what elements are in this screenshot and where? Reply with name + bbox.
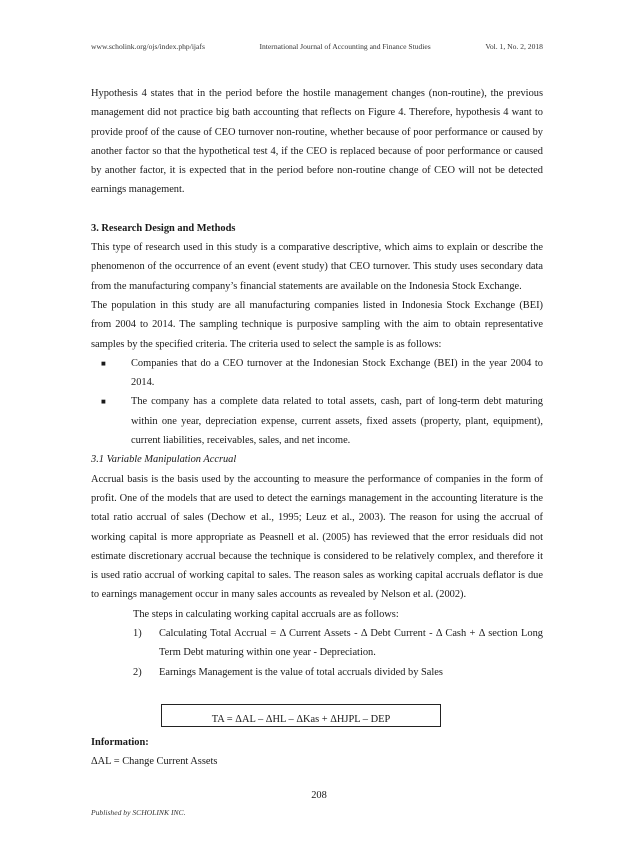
page-number: 208: [311, 790, 327, 801]
journal-url: www.scholink.org/ojs/index.php/ijafs: [91, 42, 205, 51]
steps-list: [91, 624, 543, 682]
formula-text: TA = ΔAL – ΔHL – ΔKas + ΔHJPL – DEP: [211, 713, 391, 725]
list-item: [91, 624, 543, 663]
subsection-heading: 3.1 Variable Manipulation Accrual: [91, 454, 237, 466]
square-bullet-icon: ■: [101, 358, 106, 368]
information-line: ΔAL = Change Current Assets: [91, 756, 218, 768]
section-heading: 3. Research Design and Methods: [91, 222, 236, 234]
square-bullet-icon: ■: [101, 397, 106, 407]
journal-name: International Journal of Accounting and Finance Studies: [259, 42, 431, 51]
journal-volume: Vol. 1, No. 2, 2018: [485, 42, 543, 51]
running-header: [91, 42, 543, 51]
list-item: [91, 663, 543, 682]
list-item-text: The company has a complete data related to total assets, cash, part of long-term debt maturing within one year, depreciation expense, current assets, fixed assets (property, plant, equipment), current liabilities, receivables, sales, and net income.: [131, 396, 543, 447]
paragraph-gap: [91, 200, 543, 219]
step-text: Earnings Management is the value of total accruals divided by Sales: [159, 666, 443, 678]
formula-box: [161, 704, 441, 727]
steps-intro: The steps in calculating working capital accruals are as follows:: [133, 608, 399, 620]
information-heading: Information:: [91, 736, 149, 748]
hypothesis-paragraph: Hypothesis 4 states that in the period before the hostile management changes (non-routine), the previous management did not practice big bath accounting that reflects on Figure 4. Therefore, hypothesis 4 want to provide proof of the cause of CEO turnover non-routine, whether because of poor performance or caused by another factor so that the hypothetical test 4, if the CEO is replaced because of poor performance or caused by another factor, it is expected that in the period before non-routine change of CEO will not be detected earnings management.: [91, 88, 543, 196]
step-number: 1): [133, 628, 142, 640]
page-body: [91, 84, 543, 772]
accrual-paragraph: Accrual basis is the basis used by the accounting to measure the performance of companies in the form of profit. One of the models that are used to detect the earnings management in the accounting literature is the total ratio accrual of sales (Dechow et al., 1995; Leuz et al., 2003). The reason for using the accrual of working capital is more appropriate as Peasnell et al. (2005) has reviewed that the error residuals did not estimate discretionary accrual because the technique is considered to be relatively complex, and therefore it is used ratio accrual of working capital to sales. The reason sales as working capital accruals deflator is due to earnings management occur in many sales accounts as revealed by Nelson et al. (2002).: [91, 473, 543, 601]
step-text: Calculating Total Accrual = Δ Current Assets - Δ Debt Current - Δ Cash + Δ section Long Term Debt maturing within one year - Depreciation.: [159, 628, 543, 659]
publisher-footer: Published by SCHOLINK INC.: [91, 808, 186, 817]
criteria-list: [91, 354, 543, 450]
research-design-paragraph: This type of research used in this study is a comparative descriptive, which aims to explain or describe the phenomenon of the occurrence of an event (event study) that CEO turnover. This study uses secondary data from the manufacturing company’s financial statements are available on the Indonesia Stock Exchange.: [91, 242, 543, 292]
list-item: [91, 392, 543, 450]
population-paragraph: The population in this study are all manufacturing companies listed in Indonesia Stock Exchange (BEI) from 2004 to 2014. The sampling technique is purposive sampling with the aim to obtain representative samples by the specified criteria. The criteria used to select the sample is as follows:: [91, 299, 543, 350]
list-item-text: Companies that do a CEO turnover at the Indonesian Stock Exchange (BEI) in the year 2004 to 2014.: [131, 357, 543, 389]
list-item: [91, 354, 543, 393]
step-number: 2): [133, 666, 142, 678]
